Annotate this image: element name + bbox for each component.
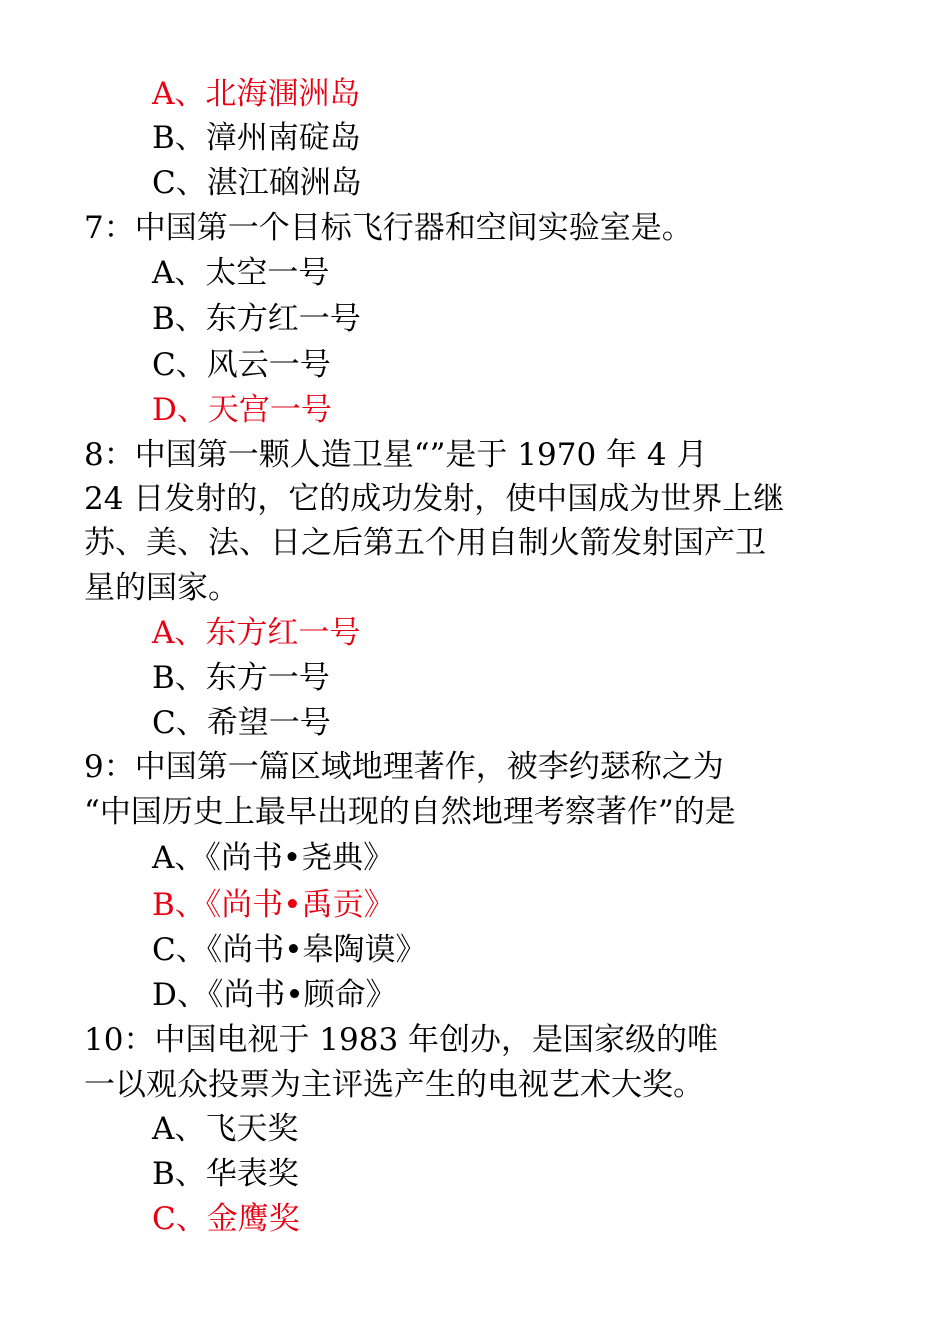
option-7d: D、天宫一号 — [152, 392, 332, 428]
question-8-line-4: 星的国家。 — [84, 570, 239, 606]
option-9d: D、《尚书•顾命》 — [152, 977, 397, 1013]
option-10a: A、飞天奖 — [152, 1111, 299, 1147]
option-9b: B、《尚书•禹贡》 — [152, 887, 395, 923]
option-8a: A、东方红一号 — [152, 615, 361, 651]
option-8b: B、东方一号 — [152, 660, 330, 696]
question-8-line-2: 24 日发射的，它的成功发射，使中国成为世界上继 — [84, 481, 785, 517]
question-8-line-3: 苏、美、法、日之后第五个用自制火箭发射国产卫 — [84, 525, 766, 561]
option-9a: A、《尚书•尧典》 — [152, 840, 395, 876]
question-7: 7：中国第一个目标飞行器和空间实验室是。 — [84, 210, 693, 246]
question-9-line-1: 9：中国第一篇区域地理著作，被李约瑟称之为 — [84, 749, 724, 785]
option-7a: A、太空一号 — [152, 255, 330, 291]
question-9-line-2: “中国历史上最早出现的自然地理考察著作”的是 — [84, 794, 736, 830]
option-6a: A、北海涠洲岛 — [152, 76, 361, 112]
option-6c: C、湛江硇洲岛 — [152, 165, 362, 201]
option-6b: B、漳州南碇岛 — [152, 120, 361, 156]
option-7b: B、东方红一号 — [152, 301, 361, 337]
option-9c: C、《尚书•皋陶谟》 — [152, 932, 427, 968]
question-10-line-2: 一以观众投票为主评选产生的电视艺术大奖。 — [84, 1067, 704, 1103]
option-7c: C、风云一号 — [152, 347, 331, 383]
question-8-line-1: 8：中国第一颗人造卫星“”是于 1970 年 4 月 — [84, 437, 708, 473]
question-10-line-1: 10：中国电视于 1983 年创办，是国家级的唯 — [84, 1022, 719, 1058]
option-10b: B、华表奖 — [152, 1156, 299, 1192]
option-10c: C、金鹰奖 — [152, 1201, 300, 1237]
option-8c: C、希望一号 — [152, 705, 331, 741]
